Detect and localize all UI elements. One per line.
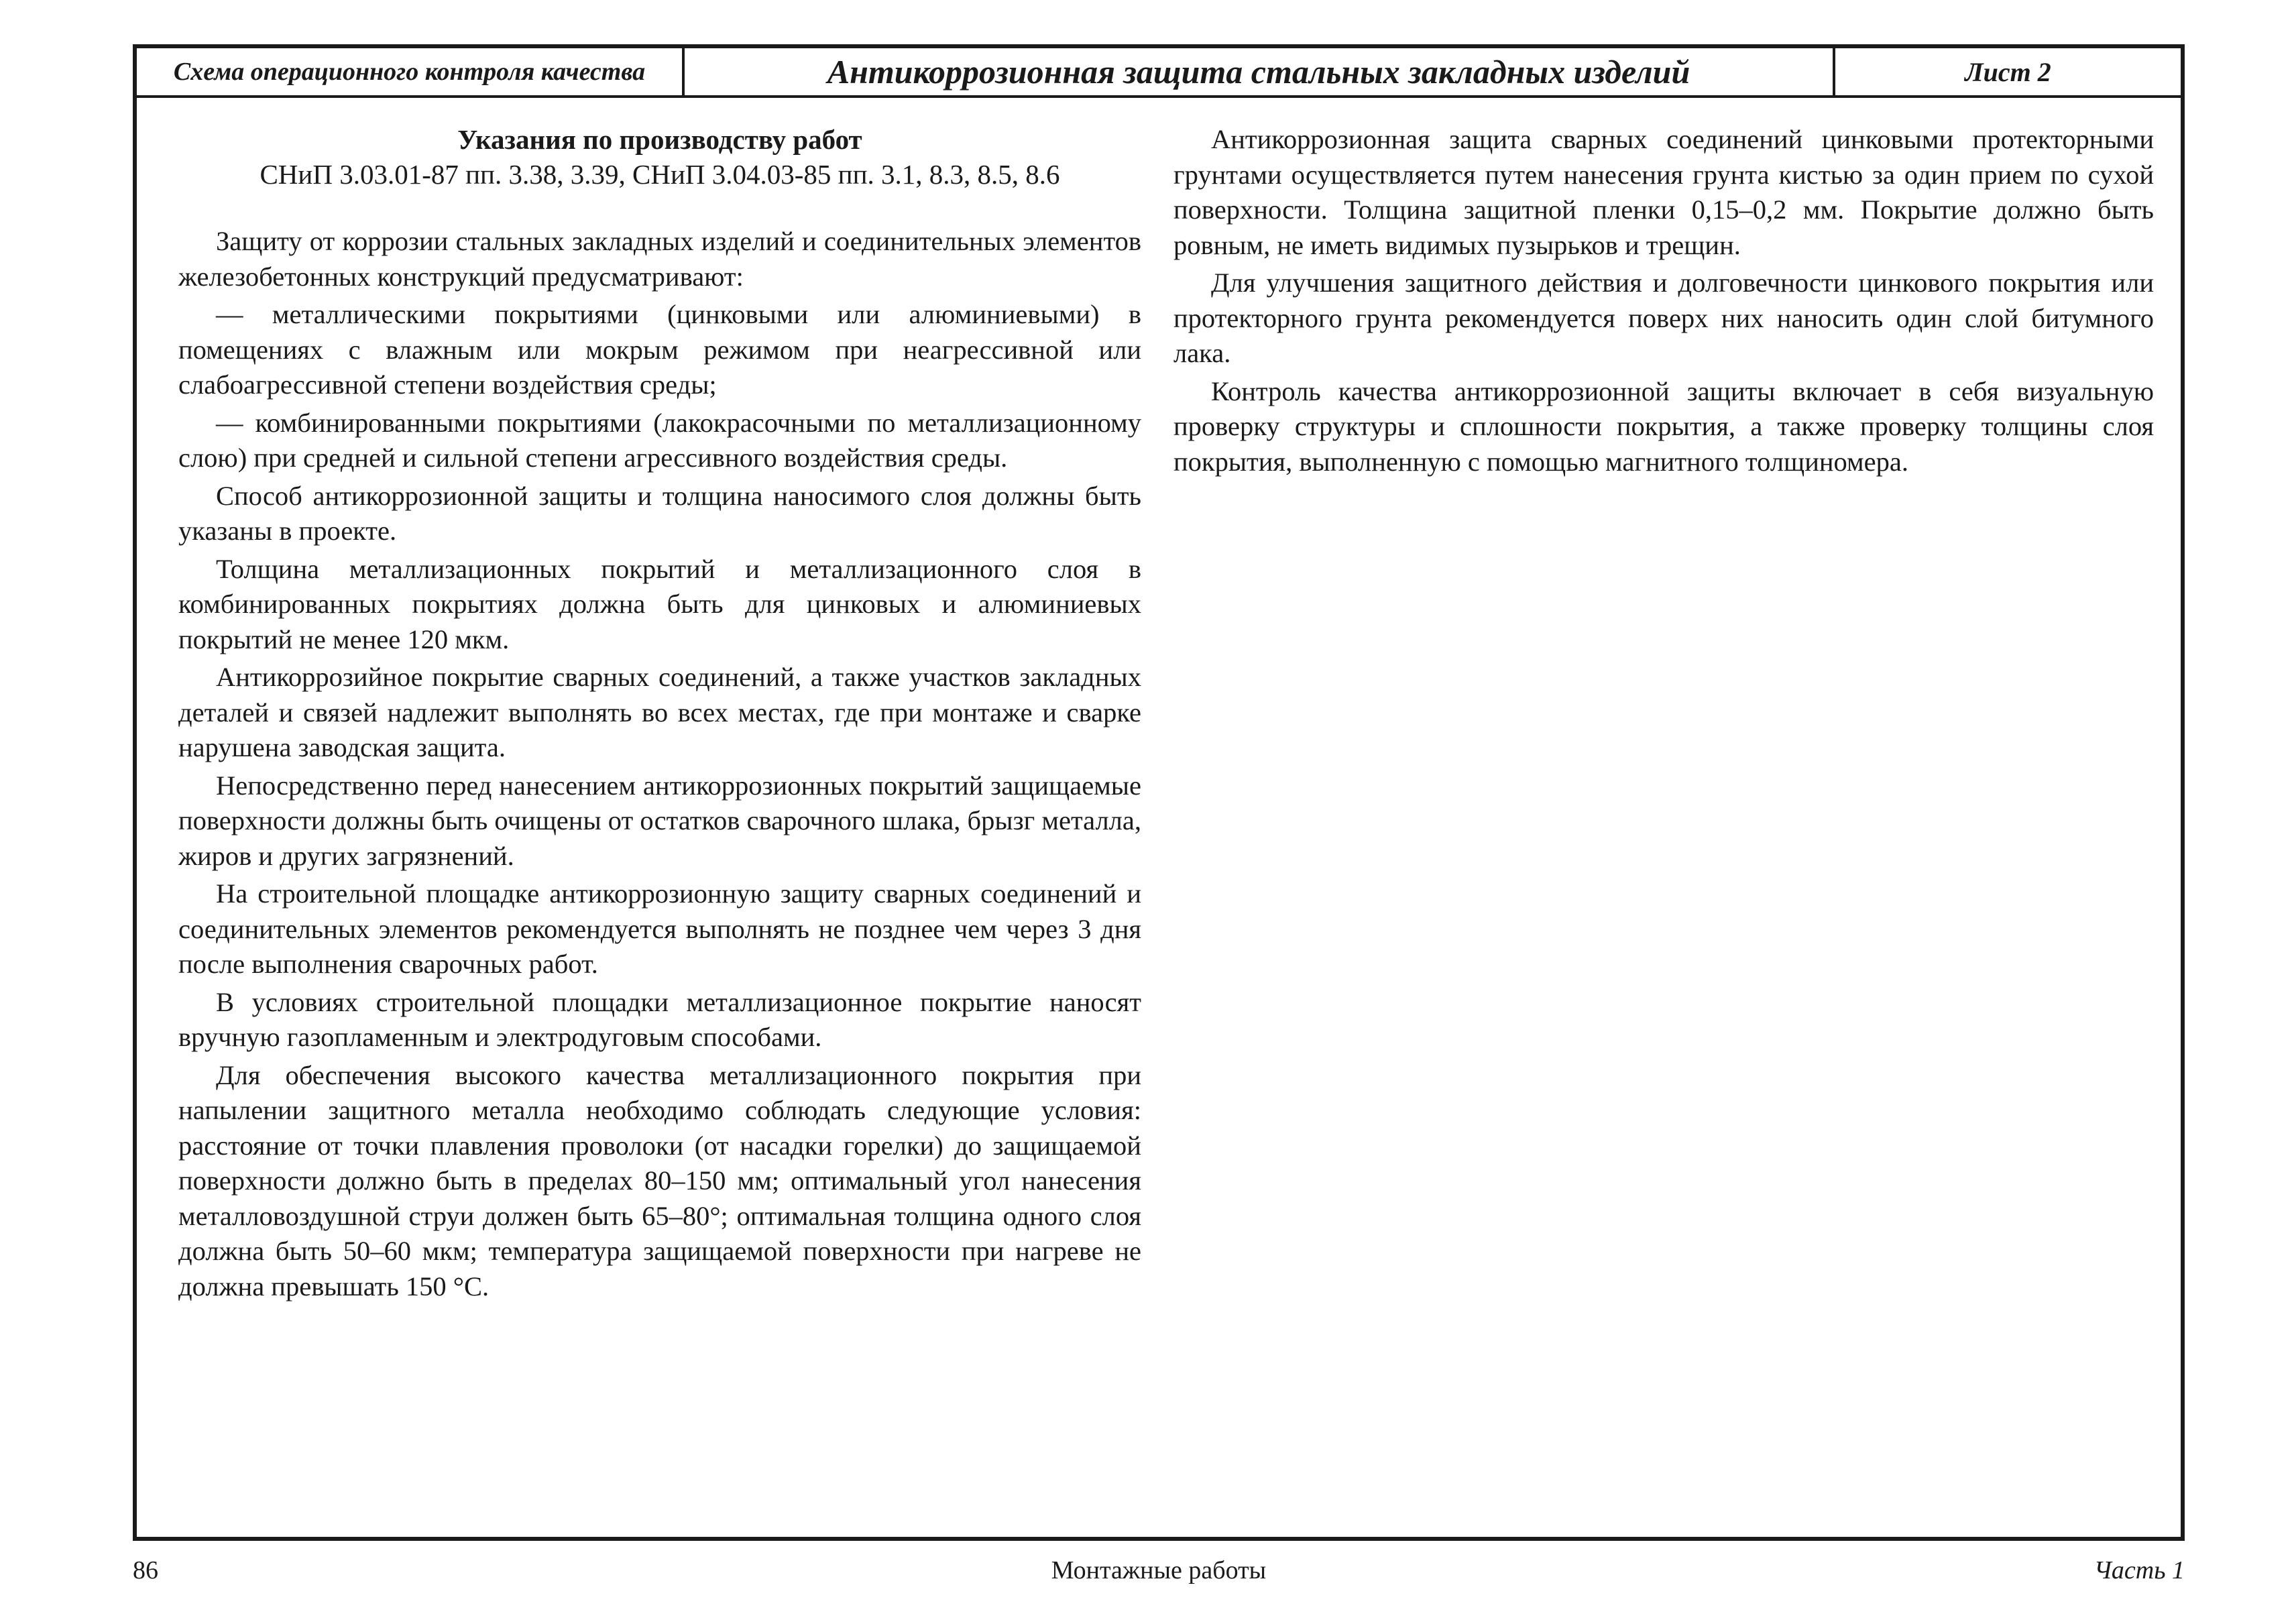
- header-table: [137, 48, 2181, 98]
- page-footer: [133, 1556, 2185, 1596]
- footer-part-label: Часть 1: [2093, 1556, 2185, 1584]
- paragraph: Для улучшения защитного действия и долговечности цинкового покрытия или протекторного грунта рекомендуется поверх них наносить один слой битумного лака.: [1173, 268, 2154, 368]
- paragraph: На строительной площадке антикоррозионную защиту сварных соединений и соединительных элементов рекомендуется выполнять не позднее чем через 3 дня после выполнения сварочных работ.: [178, 878, 1141, 979]
- left-column: [178, 122, 1141, 1307]
- paragraph: В условиях строительной площадки металлизационное покрытие наносят вручную газопламенным и электродуговым способами.: [178, 986, 1141, 1052]
- content-area: [178, 122, 2154, 1307]
- paragraph: Антикоррозионная защита сварных соединений цинковыми протекторными грунтами осуществляется путем нанесения грунта кистью за один прием по сухой поверхности. Толщина защитной пленки 0,15–0,2 мм. Покрытие должно быть ровным, не иметь видимых пузырьков и трещин.: [1173, 124, 2154, 260]
- right-column: [1173, 122, 2154, 1307]
- paragraph: — металлическими покрытиями (цинковыми или алюминиевыми) в помещениях с влажным или мокрым режимом при неагрессивной или слабоагрессивной степени воздействия среды;: [178, 299, 1141, 400]
- paragraph: Контроль качества антикоррозионной защиты включает в себя визуальную проверку структуры и сплошности покрытия, а также проверку толщины слоя покрытия, выполненную с помощью магнитного толщиномера.: [1173, 375, 2154, 477]
- header-document-title: Антикоррозионная защита стальных закладных изделий: [685, 48, 1835, 95]
- page-frame: [133, 44, 2185, 1541]
- footer-book-title: Монтажные работы: [1051, 1556, 1267, 1584]
- paragraph: Непосредственно перед нанесением антикоррозионных покрытий защищаемые поверхности должны быть очищены от остатков сварочного шлака, брызг металла, жиров и других загрязнений.: [178, 770, 1141, 871]
- paragraph: Толщина металлизационных покрытий и металлизационного слоя в комбинированных покрытиях должна быть для цинковых и алюминиевых покрытий не менее 120 мкм.: [178, 553, 1141, 654]
- paragraph: Способ антикоррозионной защиты и толщина наносимого слоя должны быть указаны в проекте.: [178, 480, 1141, 546]
- paragraph: Для обеспечения высокого качества металлизационного покрытия при напылении защитного металла необходимо соблюдать следующие условия: расстояние от точки плавления проволоки (от насадки горелки) до защищаемой поверхности должно быть в пределах 80–150 мм; оптимальный угол нанесения металловоздушной струи должен быть 65–80°; оптимальная толщина одного слоя должна быть 50–60 мкм; температура защищаемой поверхности при нагреве не должна превышать 150 °С.: [178, 1059, 1141, 1301]
- paragraph: — комбинированными покрытиями (лакокрасочными по металлизационному слою) при средней и сильной степени агрессивного воздействия среды.: [178, 407, 1141, 473]
- paragraph: Антикоррозийное покрытие сварных соединений, а также участков закладных деталей и связей надлежит выполнять во всех местах, где при монтаже и сварке нарушена заводская защита.: [178, 662, 1141, 762]
- paragraph: Защиту от коррозии стальных закладных изделий и соединительных элементов железобетонных конструкций предусматривают:: [178, 226, 1141, 292]
- section-title: Указания по производству работ: [457, 124, 862, 155]
- header-sheet-number: Лист 2: [1965, 56, 2051, 87]
- header-scheme-type: Схема операционного контроля качества: [137, 48, 685, 95]
- page-number: 86: [133, 1556, 158, 1584]
- section-norms-reference: СНиП 3.03.01-87 пп. 3.38, 3.39, СНиП 3.04.03-85 пп. 3.1, 8.3, 8.5, 8.6: [260, 159, 1060, 190]
